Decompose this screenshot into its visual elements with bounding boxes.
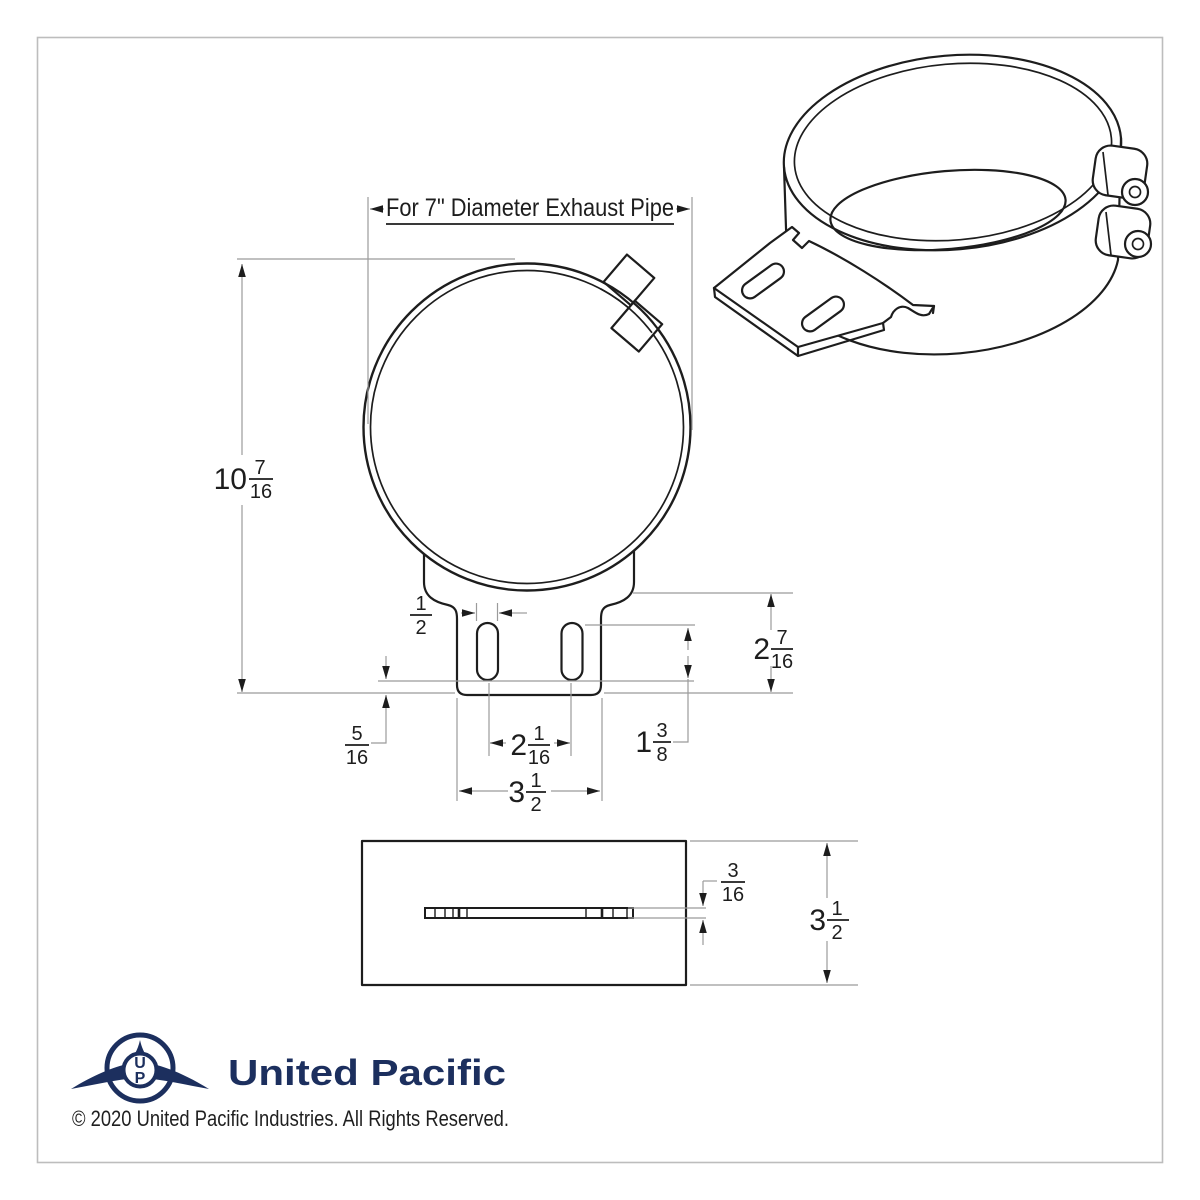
dim-denominator: 2 bbox=[530, 794, 542, 816]
dim-denominator: 16 bbox=[527, 747, 551, 769]
dim-denominator: 16 bbox=[721, 884, 745, 906]
logo-monogram-p: P bbox=[134, 1070, 146, 1087]
dim-denominator: 2 bbox=[415, 617, 427, 639]
dim-slot-length-label bbox=[635, 720, 671, 766]
hinge-ring-outer bbox=[1125, 231, 1151, 257]
dim-bracket-height-label bbox=[753, 627, 793, 673]
united-pacific-logo-icon bbox=[71, 1035, 209, 1101]
dim-numerator: 1 bbox=[831, 898, 843, 920]
logo-monogram-u: U bbox=[134, 1055, 146, 1072]
dim-numerator: 3 bbox=[656, 720, 668, 742]
dim-numerator: 1 bbox=[415, 593, 427, 615]
dim-plate-width bbox=[690, 841, 858, 985]
footer bbox=[71, 1035, 509, 1131]
isometric-view bbox=[714, 50, 1152, 356]
pipe-note-text: For 7" Diameter Exhaust Pipe bbox=[386, 194, 674, 222]
dim-denominator: 16 bbox=[249, 481, 273, 503]
dim-numerator: 7 bbox=[776, 627, 788, 649]
dim-slot-spacing-label bbox=[510, 723, 550, 769]
dim-denominator: 16 bbox=[345, 747, 369, 769]
dim-bottom-offset-label bbox=[345, 723, 369, 769]
dim-whole: 1 bbox=[635, 726, 652, 759]
dim-denominator: 2 bbox=[831, 922, 843, 944]
dim-slot-width-label bbox=[410, 593, 432, 639]
dim-whole: 3 bbox=[809, 904, 826, 937]
dim-numerator: 1 bbox=[530, 770, 542, 792]
dim-denominator: 8 bbox=[656, 744, 668, 766]
hinge-ring-outer bbox=[1122, 179, 1148, 205]
dim-bottom-offset bbox=[345, 656, 386, 769]
side-view bbox=[362, 841, 686, 985]
dim-bracket-width-label bbox=[508, 770, 546, 816]
dim-whole: 2 bbox=[753, 633, 770, 666]
copyright-text: © 2020 United Pacific Industries. All Rights Reserved. bbox=[72, 1106, 509, 1131]
brand-name: United Pacific bbox=[228, 1052, 506, 1093]
front-view bbox=[364, 255, 691, 695]
dim-numerator: 3 bbox=[727, 860, 739, 882]
dim-numerator: 1 bbox=[533, 723, 545, 745]
dim-numerator: 5 bbox=[351, 723, 363, 745]
bracket-slot-left bbox=[477, 623, 498, 680]
dim-whole: 3 bbox=[508, 776, 525, 809]
bracket-slot-right bbox=[562, 623, 583, 680]
dim-bracket-height bbox=[604, 593, 793, 693]
dim-overall-height-label bbox=[214, 457, 273, 503]
leader-line bbox=[371, 718, 386, 743]
dim-plate-width-label bbox=[809, 898, 849, 944]
dim-whole: 2 bbox=[510, 729, 527, 762]
dim-plate-thickness-label bbox=[721, 860, 745, 906]
leader-line bbox=[673, 679, 688, 742]
dim-whole: 10 bbox=[213, 463, 247, 496]
dim-numerator: 7 bbox=[254, 457, 266, 479]
dim-denominator: 16 bbox=[770, 651, 794, 673]
